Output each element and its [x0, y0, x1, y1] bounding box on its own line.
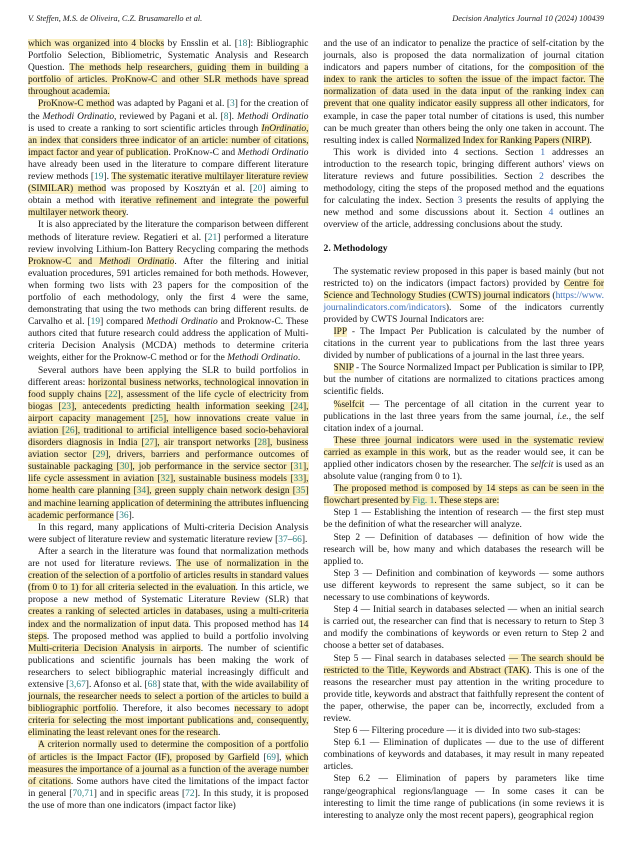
url-link[interactable]: https://www.journalindicators.com/indicators — [323, 290, 604, 313]
citation-link[interactable]: 27 — [144, 438, 155, 449]
text-run: addresses an introduction to the research topic, bringing different authors' views on literature reviews and future possibilities. Section — [323, 147, 604, 183]
citation-link[interactable]: 19 — [90, 317, 101, 328]
text-run: , for example, in case the paper total number of citations is used, this number can be much greater than others being the only one taken in account. The resulting index is called — [323, 99, 604, 146]
text-run: Step 6 — Filtering procedure — it is divided into two sub-stages: — [333, 726, 581, 737]
text-run: The systematic review proposed in this paper is based mainly (but not restricted to) on the indicators (impact factors) provided by — [323, 266, 604, 289]
text-run: is used to create a ranking to sort scientific articles through — [28, 123, 262, 134]
citation-link[interactable]: 70,71 — [72, 788, 94, 799]
section-heading — [324, 243, 605, 255]
text-run: and Proknow-C. These authors cited that future research could address the application of Multi-criteria Decision Analysis (MCDA) methods to determine criteria weights, either for the Proknow-C method or for the — [28, 317, 309, 364]
text-run: The use of normalization in the creation of the selection of a portfolio of articles results in standard values (from 0 to 1) for all criteria selected in the evaluation — [28, 559, 309, 594]
citation-link[interactable]: 22 — [108, 389, 118, 400]
text-run: was proposed by Kosztyán et al. [ — [106, 184, 253, 195]
text-run: . After the filtering and initial evaluation procedures, 591 articles remained for both methods. However, when forming two lists with 23 papers for the composition of the portfolio of each methodology, only the first 4 were the same, demonstrating that using the two methods can bring different results. de Carvalho et al. [ — [28, 256, 309, 328]
text-run: ], life cycle assessment in aviation [ — [28, 462, 309, 485]
text-run: ], job performance in the service sector [ — [129, 462, 294, 473]
paragraph — [324, 737, 605, 773]
text-run: . ProKnow-C and — [168, 147, 238, 158]
text-run: Step 2 — Definition of databases — definition of how wide the research will be, how many and which databases the research will be applied to. — [323, 532, 604, 567]
text-run: The methods help researchers, guiding them in building a portfolio of articles. ProKnow-C and other SLR methods have spread throughout academia. — [28, 63, 309, 98]
text-run: . The proposed method was applied to build a portfolio involving — [46, 631, 309, 642]
text-run: 2. Methodology — [323, 242, 388, 254]
text-run: ], airport capacity management [ — [28, 401, 309, 424]
text-run: which was organized into 4 blocks — [28, 39, 165, 49]
paragraph — [324, 725, 605, 737]
paragraph — [28, 522, 309, 546]
text-run: was adapted by Pagani et al. [ — [114, 99, 230, 110]
paragraph — [324, 483, 605, 507]
text-run: iterative refinement and integrate the powerful multilayer network theory — [28, 196, 309, 219]
paragraph — [324, 773, 605, 821]
text-run: Multi-criteria Decision Analysis in airports — [28, 643, 201, 654]
section-link[interactable]: 3 — [457, 196, 463, 207]
text-run: - The Source Normalized Impact per Publication is similar to IPP, but the number of citations are normalized to citations practices among scientific fields. — [323, 363, 605, 398]
text-run: . This proposed method has — [188, 619, 300, 630]
text-run: Proknow-C and — [28, 256, 100, 267]
text-run: Methodi Ordinatio — [146, 317, 218, 328]
text-run: ], how innovations create value in aviation [ — [28, 413, 309, 436]
citation-link[interactable]: 32 — [160, 474, 170, 485]
text-run: is used as an absolute value (ranging from 0 to 1). — [323, 460, 604, 483]
text-run: and the use of an indicator to penalize the practice of self-citation by the journals, also is proposed the data normalization of journal citation indicators and papers number of citations, for the — [323, 39, 604, 74]
text-run: Methodi Ordinatio — [227, 353, 298, 364]
citation-link[interactable]: 25 — [153, 413, 164, 424]
text-run: These three journal indicators were used in the systematic review carried as example in this work — [323, 435, 604, 458]
text-run: , reviewed by Pagani et al. [ — [114, 111, 224, 122]
citation-link[interactable]: 29 — [95, 450, 106, 461]
text-run: – — [287, 534, 293, 545]
text-run: Step 3 — Definition and combination of keywords — some authors use different keywords to represent the same subject, so it can be necessary to use combinations of keywords. — [323, 568, 604, 604]
text-run: . — [589, 135, 592, 146]
text-run: . — [217, 728, 221, 739]
text-run: , but as the reader would see, it can be applied other indicators chosen by the researcher. The — [323, 447, 604, 470]
text-run: %selfcit — [333, 399, 365, 410]
paragraph — [324, 399, 605, 435]
text-run: 14 steps — [28, 619, 309, 642]
paragraph — [28, 219, 309, 364]
paragraph — [324, 147, 605, 232]
text-run: In this regard, many applications of Multi-criteria Decision Analysis were subject of literature review and systematic literature review [ — [28, 522, 309, 545]
paragraph — [324, 266, 605, 326]
paragraph — [324, 326, 605, 362]
text-run: ]. — [301, 534, 308, 545]
text-run: ]. — [228, 111, 238, 122]
citation-link[interactable]: Fig. 1 — [412, 496, 435, 507]
text-run: Step 6.1 — Elimination of duplicates — due to the use of different combinations of keywords and databases, it may result in many repeated articles. — [323, 738, 604, 773]
text-run: Centre for Science and Technology Studies (CWTS) journal indicators — [323, 278, 604, 301]
text-run: Step 5 — Final search in databases selected — [333, 653, 509, 664]
paragraph — [324, 653, 605, 726]
citation-link[interactable]: 24 — [293, 401, 303, 412]
text-run: creates a ranking of selected articles in databases, using a multi-criteria index and the normalization of input data — [28, 607, 309, 630]
text-run: Step 4 — Initial search in databases selected — when an initial search is carried out, the researcher can find that is necessary to return to Step 3 and modify the combinations of keywords or even return to Step 2 and choose a better set of databases. — [323, 605, 604, 652]
text-run: ] compared — [100, 317, 147, 328]
citation-link[interactable]: 35 — [295, 486, 306, 497]
text-run: necessary to adopt criteria for selecting the most important publications and, consequently, eliminating the least relevant ones for the research — [28, 704, 309, 739]
paragraph — [324, 532, 605, 568]
citation-link[interactable]: 37 — [278, 534, 288, 545]
text-run: ProKnow-C method — [38, 99, 115, 110]
text-run: ]. — [128, 510, 135, 521]
text-run: describes the methodology, citing the steps of the proposed method and the equations for calculating the index. Section — [323, 172, 604, 207]
paragraph — [324, 604, 605, 652]
text-run: Normalized Index for Ranking Papers (NIRP) — [415, 135, 590, 146]
text-run: Methodi Ordinatio — [237, 147, 309, 158]
text-run: ], traditional to artificial intelligence based socio-behavioral disorders diagnosis in India [ — [28, 426, 309, 449]
text-run: have already been used in the literature to compare different literature review methods [ — [28, 159, 309, 183]
text-run: presents the results of applying the new method and some discussions about it. Section — [323, 196, 604, 219]
paragraph — [28, 546, 309, 740]
text-run: ], drivers, barriers and performance outcomes of sustainable packaging [ — [28, 450, 309, 473]
paragraph — [324, 568, 605, 604]
citation-link[interactable]: 33 — [293, 474, 303, 485]
text-run: Methodi Ordinatio — [237, 111, 309, 122]
text-run: . This is one of the reasons the researcher must pay attention in the writing procedure to provide title, keywords and abstract that faithfully represent the content of the paper, otherwise, the paper can be, incorrectly, excluded from a review. — [323, 665, 605, 724]
text-run: The proposed method is composed by 14 steps as can be seen in the flowchart presented by — [323, 484, 604, 507]
citation-link[interactable]: 69 — [266, 752, 276, 763]
text-run: , an index that considers three indicator of an article: number of citations, impact factor and year of publication — [28, 123, 309, 158]
paragraph — [28, 38, 309, 98]
text-run: ]. — [103, 172, 112, 183]
text-run: — The search should be restricted to the Title, Keywords and Abstract (TAK) — [323, 653, 604, 676]
citation-link[interactable]: 66 — [292, 534, 302, 545]
text-run: ( — [549, 290, 556, 301]
citation-link[interactable]: 26 — [65, 426, 75, 436]
paragraph — [28, 365, 309, 522]
text-run: . Therefore, it also becomes — [115, 704, 235, 715]
citation-link[interactable]: 72 — [185, 788, 195, 799]
text-run: Methodi Ordinatio — [99, 256, 175, 267]
text-run: ] and in specific areas [ — [93, 788, 186, 799]
paragraph — [324, 38, 605, 147]
text-run: ] aiming to obtain a method with — [28, 184, 309, 207]
citation-link[interactable]: 31 — [293, 462, 303, 473]
text-run: ], green supply chain network design [ — [146, 486, 296, 497]
text-run: . These steps are: — [434, 496, 500, 507]
text-run: [ — [113, 510, 120, 521]
text-run: composition of the index to rank the articles to soften the issue of the impact factor. The normalization of data used in the data input of the ranking index can prevent that one quality indicator easily suppress all other indicators — [323, 63, 604, 110]
running-header — [28, 14, 604, 23]
text-run: - The Impact Per Publication is calculated by the number of citations in the current year to publications from the last three years divided by number of publications of a journal in the last three years. — [323, 326, 604, 362]
text-run: ], antecedents predicting health information seeking [ — [71, 401, 294, 412]
text-run: . — [125, 208, 129, 219]
header-journal-citation: Decision Analytics Journal 10 (2024) 100439 — [452, 14, 604, 23]
header-authors: V. Steffen, M.S. de Oliveira, C.Z. Brusamarello et al. — [28, 14, 203, 23]
text-run: which measures the importance of a journal as a function of the average number of citations — [28, 752, 309, 787]
text-run: A criterion normally used to determine the composition of a portfolio of articles is the Impact Factor (IF), proposed by Garfield — [28, 740, 309, 763]
citation-link[interactable]: 3 — [229, 99, 235, 110]
citation-link[interactable]: 36 — [119, 510, 129, 521]
text-run: . In this article, we propose a new method of Systematic Literature Review (SLR) that — [28, 583, 309, 606]
text-run: — The percentage of all citation in the current year to publications in the last three years from the same journal, — [323, 399, 604, 422]
text-run: The systematic iterative multilayer literature review (SIMILAR) method — [28, 172, 309, 195]
section-link[interactable]: 1 — [540, 147, 546, 158]
text-run: ], air transport networks [ — [154, 438, 258, 449]
text-run: It is also appreciated by the literature the comparison between different methods of literature review. Regatieri et al. [ — [28, 220, 309, 243]
section-link[interactable]: 4 — [548, 208, 554, 219]
paragraph — [324, 435, 605, 483]
two-column-body — [28, 38, 604, 822]
text-run: . — [297, 353, 301, 364]
section-link[interactable]: 2 — [539, 172, 544, 183]
text-run: . The number of scientific publications and scientific journals has been making the work of researchers to select bibliographic material increasingly difficult and extensive [ — [28, 643, 309, 690]
text-run: with the wide availability of journals, the researcher needs to select a portion of the articles to build a bibliographic portfolio — [28, 679, 309, 715]
citation-link[interactable]: 23 — [61, 401, 72, 412]
text-run: ], — [275, 752, 286, 763]
text-run: ], assessment of the life cycle of electricity from biogas [ — [28, 389, 309, 412]
citation-link[interactable]: 68 — [147, 679, 158, 690]
text-run: ]: Bibliographic Portfolio Selection, Bibliometric, Systematic Analysis and Research Question. — [28, 39, 309, 74]
citation-link[interactable]: 20 — [252, 184, 263, 195]
citation-link[interactable]: 8 — [223, 111, 229, 122]
text-run: . Some authors have cited the limitations of the impact factor in general [ — [28, 776, 309, 799]
text-run: horizontal business networks, technological innovation in food supply chains [ — [28, 377, 309, 400]
text-run: Methodi Ordinatio — [42, 111, 115, 122]
text-run: This work is divided into 4 sections. Section — [333, 147, 541, 158]
citation-link[interactable]: 34 — [136, 486, 147, 497]
text-run: by Ensslin et al. [ — [164, 39, 238, 49]
text-run: Several authors have been applying the SLR to build portfolios in different areas: — [28, 365, 309, 388]
text-run: SNIP — [333, 363, 354, 374]
text-run: ] for the creation of the — [28, 99, 309, 122]
left-column — [28, 38, 309, 822]
text-run: [ — [259, 752, 267, 763]
text-run: Step 6.2 — Elimination of papers by parameters like time range/geographical regions/language — In some cases it can be interesting to limit the time range of publications (in some reviews it is interesting to analyze only the most recent papers), geographical region — [323, 774, 604, 821]
citation-link[interactable]: 21 — [207, 232, 218, 243]
citation-link[interactable]: 30 — [119, 462, 130, 473]
text-run: ). Some of the indicators currently provided by CWTS Journal Indicators are: — [323, 302, 604, 325]
paragraph — [28, 739, 309, 812]
text-run: ]. Afonso et al. [ — [85, 679, 148, 690]
paragraph — [28, 98, 309, 219]
text-run: selfcit — [530, 460, 554, 470]
text-run: ], home health care planning [ — [28, 474, 309, 497]
text-run: ] and machine learning application of determining the attributes influencing academic performance — [28, 486, 309, 521]
citation-link[interactable]: 3,67 — [69, 679, 86, 690]
citation-link[interactable]: 18 — [237, 39, 248, 49]
paragraph — [324, 362, 605, 398]
citation-link[interactable]: 28 — [257, 438, 267, 449]
text-run: ]. In this study, it is proposed the use of more than one indicators (impact factor like) — [28, 788, 309, 811]
text-run: InOrdinatio — [261, 123, 307, 134]
text-run: i.e. — [557, 411, 569, 422]
text-run: IPP — [333, 326, 347, 337]
text-run: outlines an overview of the article, addressing conclusions about the study. — [323, 208, 604, 231]
text-run: ], sustainable business models [ — [169, 474, 294, 485]
right-column — [324, 38, 605, 822]
text-run: ] performed a literature review involving Lithium-Ion Battery Recycling comparing the methods — [28, 232, 309, 255]
text-run: , the self citation index of a journal. — [323, 411, 604, 434]
text-run: ], business aviation sector [ — [28, 438, 309, 461]
paragraph — [324, 507, 605, 531]
citation-link[interactable]: 19 — [94, 172, 104, 183]
text-run: ] state that, — [157, 679, 202, 690]
text-run: After a search in the literature was found that normalization methods are not used for literature reviews. — [28, 546, 309, 570]
text-run: Step 1 — Establishing the intention of research — the first step must be the definition of what the researcher will analyze. — [323, 508, 604, 531]
